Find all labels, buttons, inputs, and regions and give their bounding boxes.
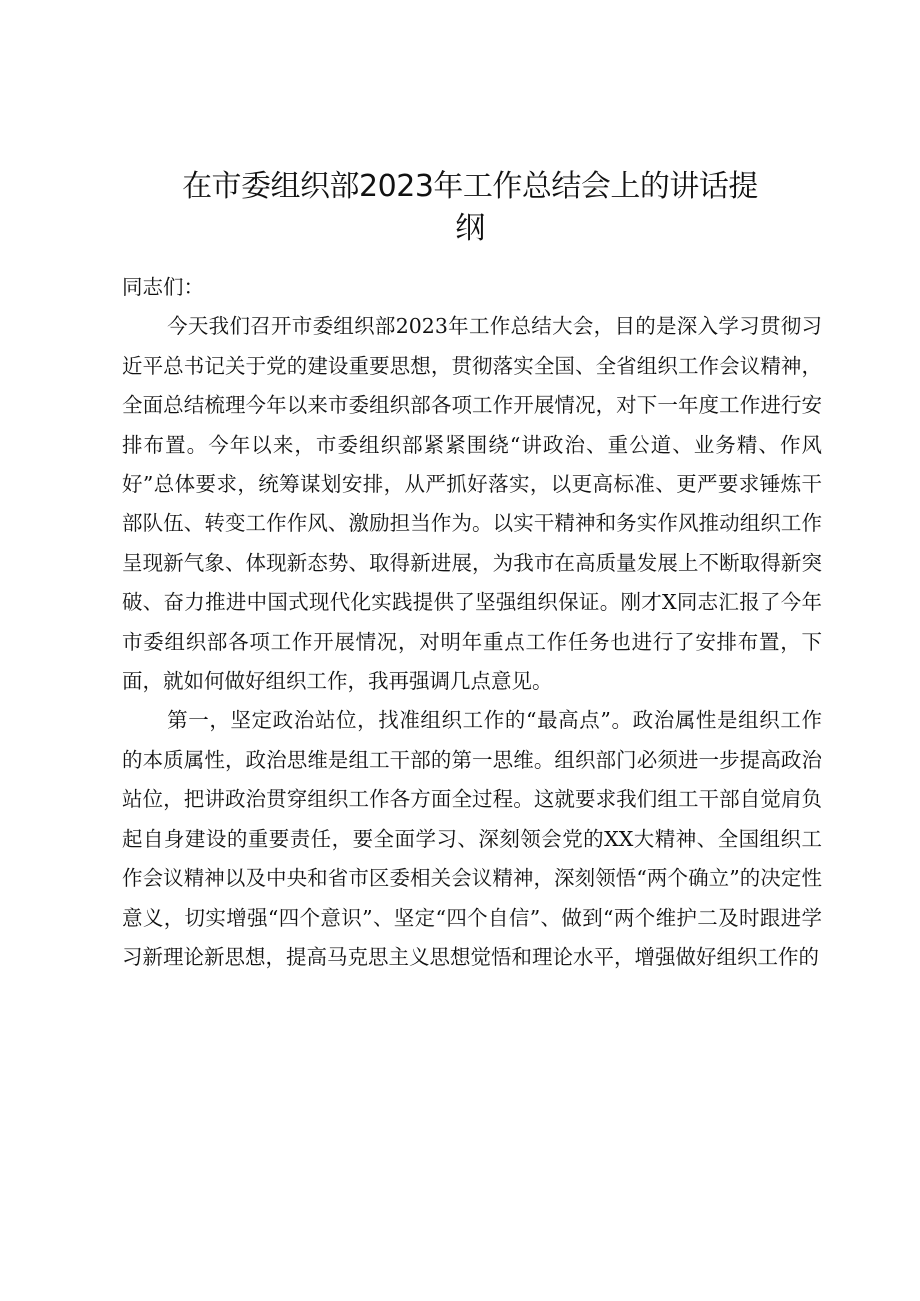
title-line-1: 在市委组织部2023年工作总结会上的讲话提 <box>182 169 758 204</box>
paragraph-first-point: 第一，坚定政治站位，找准组织工作的“最高点”。政治属性是组织工作的本质属性，政治思维是组工干部的第一思维。组织部门必须进一步提高政治站位，把讲政治贯穿组织工作各方面全过程。这就要求我们组工干部自觉肩负起自身建设的重要责任，要全面学习、深刻领会党的XX大精神、全国组织工作会议精神以及中央和省市区委相关会议精神，深刻领悟“两个确立”的决定性意义，切实增强“四个意识”、坚定“四个自信”、做到“两个维护二及时跟进学习新理论新思想，提高马克思主义思想觉悟和理论水平，增强做好组织工作的 <box>122 708 822 969</box>
salutation: 同志们： <box>122 275 204 299</box>
title-line-2: 纲 <box>455 211 485 246</box>
document-body <box>122 268 822 977</box>
paragraph-intro: 今天我们召开市委组织部2023年工作总结大会，目的是深入学习贯彻习近平总书记关于党的建设重要思想，贯彻落实全国、全省组织工作会议精神，全面总结梳理今年以来市委组织部各项工作开展情况，对下一年度工作进行安排布置。今年以来，市委组织部紧紧围绕“讲政治、重公道、业务精、作风好”总体要求，统筹谋划安排，从严抓好落实，以更高标准、更严要求锤炼干部队伍、转变工作作风、激励担当作为。以实干精神和务实作风推动组织工作呈现新气象、体现新态势、取得新进展，为我市在高质量发展上不断取得新突破、奋力推进中国式现代化实践提供了坚强组织保证。刚才X同志汇报了今年市委组织部各项工作开展情况，对明年重点工作任务也进行了安排布置，下面，就如何做好组织工作，我再强调几点意见。 <box>122 314 822 694</box>
document-title <box>100 166 840 250</box>
